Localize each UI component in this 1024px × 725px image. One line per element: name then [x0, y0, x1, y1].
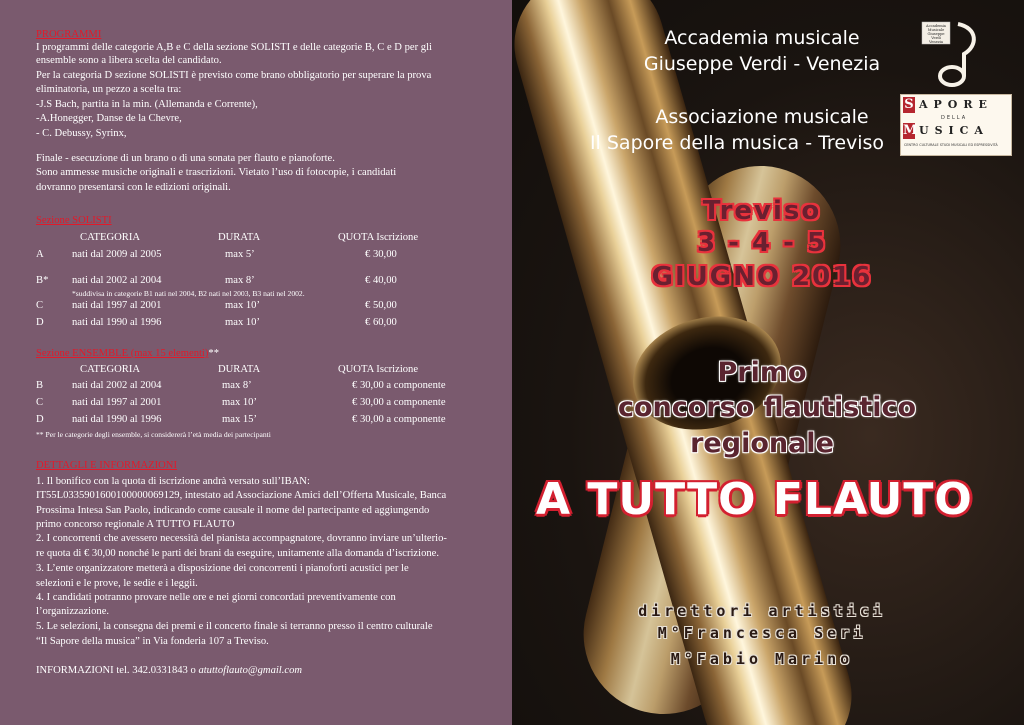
solisti-title: Sezione SOLISTI: [36, 215, 112, 226]
director-1: M°Francesca Seri: [657, 624, 867, 642]
dettagli-line: primo concorso regionale A TUTTO FLAUTO: [36, 519, 235, 530]
subtitle-line-3: regionale: [690, 428, 834, 459]
logo-text-line: Giuseppe Verdi: [927, 32, 945, 40]
row-letter: B*: [36, 275, 49, 286]
row-category: nati dal 2002 al 2004: [72, 380, 162, 391]
row-letter: D: [36, 317, 44, 328]
dettagli-line: 5. Le selezioni, la consegna dei premi e il concerto finale si terranno presso il centro culturale: [36, 621, 433, 632]
solisti-header-dur: DURATA: [218, 232, 261, 243]
programmi-line: -A.Honegger, Danse de la Chevre,: [36, 113, 182, 124]
row-duration: max 15’: [222, 414, 258, 425]
programmi-line: - C. Debussy, Syrinx,: [36, 128, 127, 139]
associazione-line-2: Il Sapore della musica - Treviso: [589, 132, 885, 154]
event-city: Treviso: [702, 196, 822, 226]
row-letter: D: [36, 414, 44, 425]
row-category: nati dal 1997 al 2001: [72, 397, 162, 408]
row-category: nati dal 1990 al 1996: [72, 414, 162, 425]
dettagli-line: “Il Sapore della musica” in Via fonderia 107 a Treviso.: [36, 636, 269, 647]
row-quota: € 30,00: [365, 249, 397, 260]
row-duration: max 10’: [225, 317, 261, 328]
row-duration: max 10’: [222, 397, 258, 408]
row-category: nati dal 1997 al 2001: [72, 300, 162, 311]
ensemble-header-dur: DURATA: [218, 364, 261, 375]
ensemble-title: Sezione ENSEMBLE (max 15 elementi): [36, 348, 209, 359]
accademia-line-1: Accademia musicale: [664, 27, 860, 49]
row-duration: max 5’: [225, 249, 255, 260]
logo-text-line: Musicale: [927, 28, 945, 32]
row-quota: € 30,00 a componente: [352, 397, 446, 408]
row-letter: B: [36, 380, 44, 391]
director-2: M°Fabio Marino: [670, 650, 854, 668]
ensemble-header-cat: CATEGORIA: [80, 364, 141, 375]
programmi-line: Per la categoria D sezione SOLISTI è previsto come brano obbligatorio per superare la prova: [36, 70, 432, 81]
right-panel: [512, 0, 1024, 725]
info-email[interactable]: atuttoflauto@gmail.com: [198, 665, 303, 676]
programmi-title: PROGRAMMI: [36, 29, 102, 40]
row-duration: max 8’: [222, 380, 252, 391]
info-phone: INFORMAZIONI tel. 342.0331843 o: [36, 665, 199, 676]
dettagli-line: IT55L0335901600100000069129, intestato ad Associazione Amici dell’Offerta Musicale, Banca: [36, 490, 447, 501]
row-quota: € 30,00 a componente: [352, 380, 446, 391]
dettagli-line: Prossima Intesa San Paolo, indicando come causale il nome del partecipante ed aggiungendo: [36, 505, 430, 516]
event-dates: 3 - 4 - 5: [696, 228, 828, 258]
row-quota: € 30,00 a componente: [352, 414, 446, 425]
associazione-line-1: Associazione musicale: [655, 106, 869, 128]
row-category: nati dal 2009 al 2005: [72, 249, 162, 260]
logo-sub: CENTRO CULTURALE STUDI MUSICALI ED ESPRESSIVITÀ: [904, 143, 998, 147]
info-line: [36, 665, 496, 677]
ensemble-title-suffix: **: [208, 348, 219, 359]
programmi-line: eliminatoria, un pezzo a scelta tra:: [36, 84, 182, 95]
dettagli-title: DETTAGLI E INFORMAZIONI: [36, 460, 177, 471]
accademia-logo-text: [923, 24, 949, 44]
programmi-line: -J.S Bach, partita in la min. (Allemanda e Corrente),: [36, 99, 258, 110]
ensemble-note: ** Per le categorie degli ensemble, si considererà l’età media dei partecipanti: [36, 430, 271, 439]
dettagli-line: 2. I concorrenti che avessero necessità del pianista accompagnatore, dovranno inviare un’ulterio-: [36, 533, 447, 544]
solisti-note: *suddivisa in categorie B1 nati nel 2004, B2 nati nel 2003, B3 nati nel 2002.: [72, 289, 305, 298]
solisti-header-quota: QUOTA Iscrizione: [338, 232, 419, 243]
logo-text-line: Accademia: [926, 24, 946, 28]
sapore-logo: [900, 94, 1012, 156]
ensemble-title-wrap: [36, 348, 219, 360]
solisti-header-cat: CATEGORIA: [80, 232, 141, 243]
directors-label: direttori artistici: [638, 602, 886, 620]
row-quota: € 40,00: [365, 275, 397, 286]
main-title: A TUTTO FLAUTO: [536, 474, 973, 525]
row-quota: € 60,00: [365, 317, 397, 328]
row-letter: A: [36, 249, 44, 260]
finale-line: dovranno presentarsi con le edizioni originali.: [36, 182, 231, 193]
logo-usica: USICA: [919, 124, 989, 137]
programmi-line: ensemble sono a libera scelta del candidato.: [36, 55, 222, 66]
dettagli-line: re quota di € 30,00 nonché le parti dei brani da eseguire, unitamente alla domanda d’iscrizione.: [36, 548, 440, 559]
row-category: nati dal 1990 al 1996: [72, 317, 162, 328]
logo-s: S: [904, 97, 914, 112]
dettagli-line: 1. Il bonifico con la quota di iscrizione andrà versato sull’IBAN:: [36, 476, 310, 487]
subtitle-line-1: Primo: [717, 357, 807, 388]
dettagli-line: l’organizzazione.: [36, 606, 110, 617]
dettagli-line: 3. L’ente organizzatore metterà a disposizione dei concorrenti i pianoforti acustici per le: [36, 563, 409, 574]
row-category: nati dal 2002 al 2004: [72, 275, 162, 286]
finale-line: Finale - esecuzione di un brano o di una sonata per flauto e pianoforte.: [36, 153, 335, 164]
logo-apore: APORE: [919, 98, 993, 111]
dettagli-line: selezioni e le prove, le sedie e i leggii.: [36, 578, 198, 589]
logo-della: DELLA: [941, 115, 968, 121]
subtitle-line-2: concorso flautistico: [617, 392, 917, 423]
row-quota: € 50,00: [365, 300, 397, 311]
logo-text-line: Venezia: [928, 40, 944, 44]
logo-m: M: [903, 123, 918, 138]
ensemble-header-quota: QUOTA Iscrizione: [338, 364, 419, 375]
row-duration: max 10’: [225, 300, 261, 311]
event-month-year: GIUGNO 2016: [651, 262, 873, 292]
row-duration: max 8’: [225, 275, 255, 286]
programmi-line: I programmi delle categorie A,B e C della sezione SOLISTI e delle categorie B, C e D per gli: [36, 42, 432, 53]
accademia-logo: [920, 18, 982, 88]
row-letter: C: [36, 397, 44, 408]
row-letter: C: [36, 300, 44, 311]
finale-line: Sono ammesse musiche originali e trascrizioni. Vietato l’uso di fotocopie, i candidati: [36, 167, 397, 178]
accademia-line-2: Giuseppe Verdi - Venezia: [643, 53, 881, 75]
dettagli-line: 4. I candidati potranno provare nelle ore e nei giorni concordati preventivamente con: [36, 592, 396, 603]
